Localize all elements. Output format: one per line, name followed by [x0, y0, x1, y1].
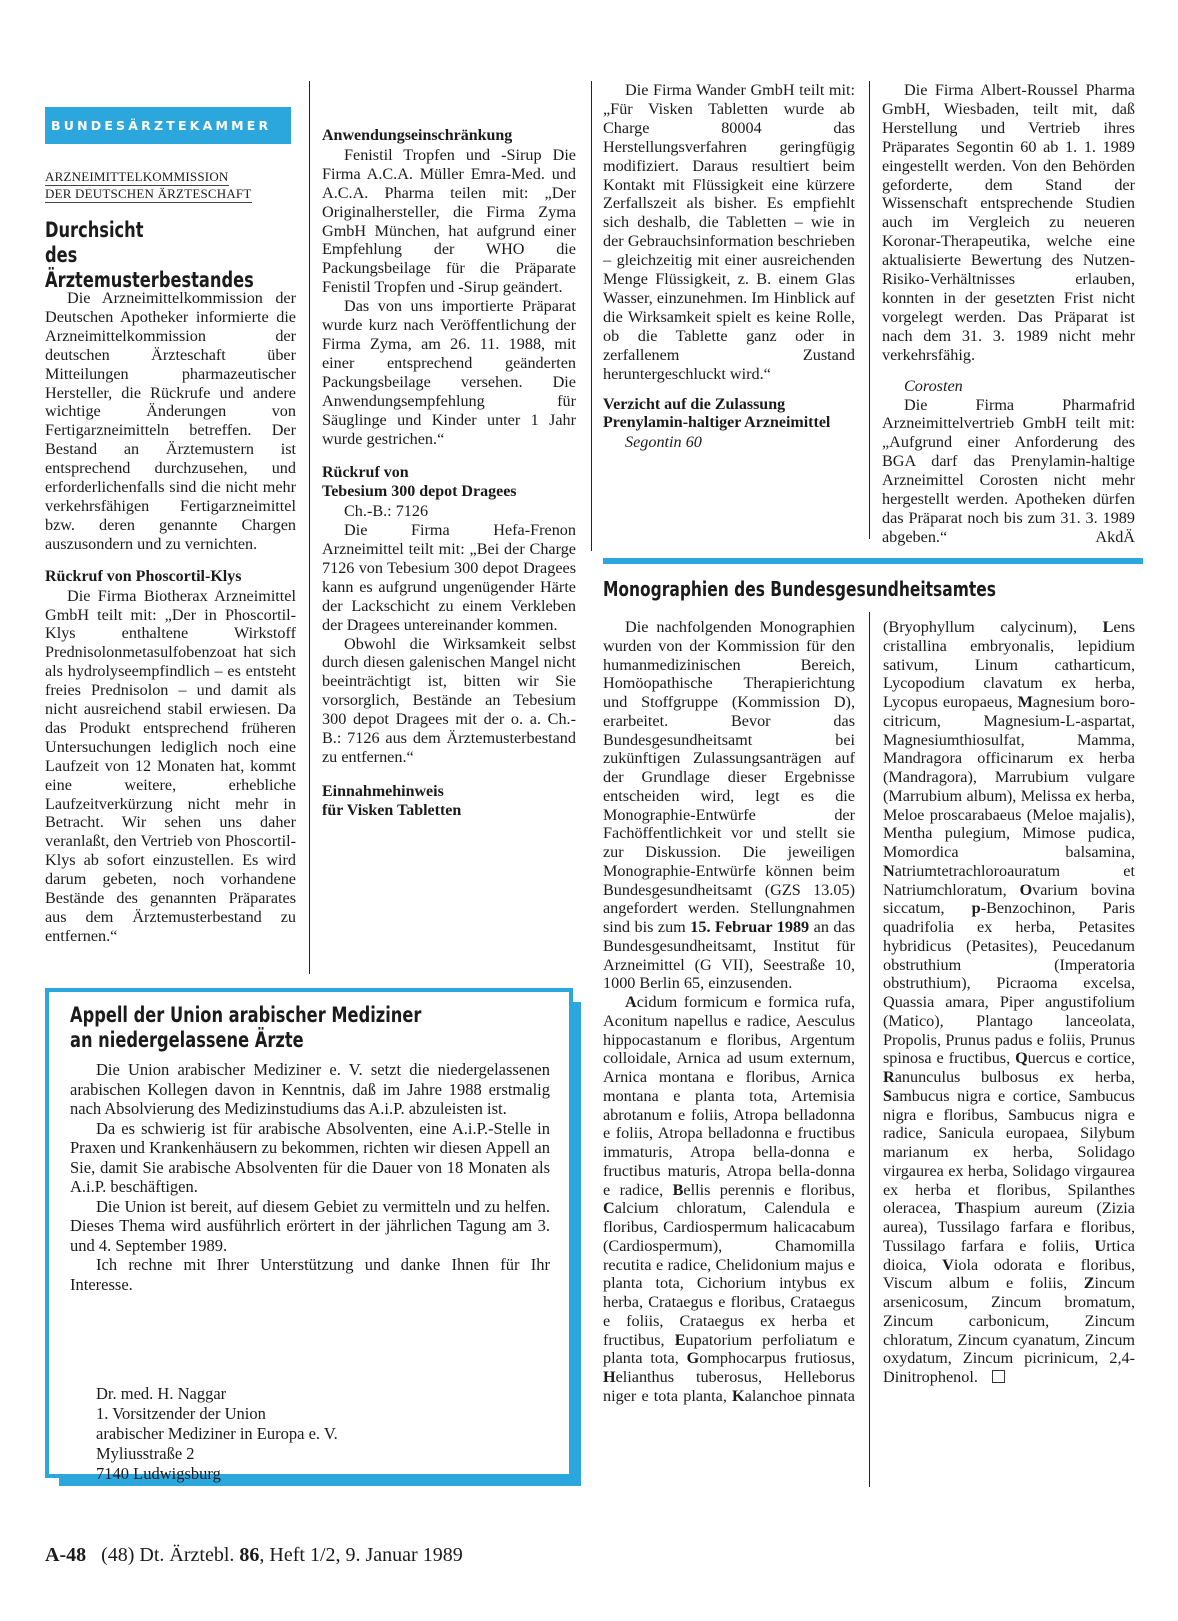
- column-3: [603, 81, 855, 452]
- heading-anwendung: Anwendungseinschränkung: [322, 127, 513, 144]
- commission-line-1: ARZNEIMITTELKOMMISSION: [45, 169, 229, 184]
- monograph-initial: Z: [1083, 1274, 1095, 1293]
- footer-issue: , Heft 1/2, 9. Januar 1989: [259, 1544, 463, 1566]
- appeal-signature: [96, 1384, 338, 1484]
- monograph-rule: [603, 558, 1143, 564]
- heading-tebesium-line-1: Rückruf von: [322, 464, 409, 482]
- monograph-entry-text: omphocarpus frutiosus,: [699, 1349, 856, 1368]
- end-of-article-box: [992, 1370, 1005, 1383]
- intro-paragraph: Die Arzneimittelkommission der Deutschen Apotheker informierte die Arzneimittelkommission der deutschen Ärzteschaft über Mitteilungen pharmazeutischer Hersteller, die Rückrufe und andere wichtige Änderungen von Fertigarzneimitteln betreffen. Der Bestand an Ärztemustern ist entsprechend durchzusehen, und erforderlichenfalls sind die nicht mehr verkehrsfähigen Fertigarzneimittel bzw. deren genannte Chargen auszusondern und zu vernichten.: [45, 289, 296, 553]
- monograph-initial: G: [686, 1349, 700, 1368]
- signature-line-5: 7140 Ludwigsburg: [96, 1464, 221, 1483]
- appeal-shadow-right: [573, 1002, 581, 1486]
- appeal-paragraph-1: Die Union arabischer Mediziner e. V. setzt die niedergelassenen arabischen Kollegen davon in Kenntnis, daß im Jahre 1988 erstmalig nach Absolvierung des Medizinstudiums das A.i.P. abzuleisten ist.: [70, 1060, 550, 1118]
- monograph-entry-text: upatorium perfoliatum e planta tota,: [603, 1330, 855, 1368]
- monograph-entry-text: cidum formicum e formica rufa, Aconitum napellus e radice, Aesculus hippocastanum e floribus, Argentum colloidale, Arnica ad usum externum, Arnica montana e floribus, Arnica montana e planta tota, Artemisia abrotanum e foliis, Atropa belladonna e foliis, Atropa belladonna e fructibus immaturis, Atropa bella-donna e fructibus maturis, Atropa bella-donna e radice,: [603, 993, 855, 1199]
- appeal-paragraph-2: Da es schwierig ist für arabische Absolventen, eine A.i.P.-Stelle in Praxen und Krankenhäusern zu bekommen, richten wir diesen Appell an Sie, damit Sie arabische Absolventen für die Dauer von 18 Monaten als A.i.P. beschäftigen.: [70, 1118, 550, 1196]
- monograph-initial: p: [971, 899, 981, 918]
- monograph-entry-text: -Benzochinon, Paris quadrifolia ex herba, Petasites hybridicus (Petasites), Peucedanum obstruthium (Imperatoria obstruthium), Picraoma excelsa, Quassia amara, Piper angustifolium (Matico), Plantago lanceolata, Propolis, Prunus padus e foliis, Prunus spinosa e fructibus,: [883, 899, 1135, 1068]
- heading-phoscortil: Rückruf von Phoscortil-Klys: [45, 567, 242, 585]
- monograph-initial: L: [1102, 618, 1114, 636]
- section-banner: BUNDESÄRZTEKAMMER: [45, 107, 291, 144]
- monograph-entry-text: atriumtetrachloroauratum et Natriumchloratum,: [883, 861, 1135, 899]
- footer-pagenum: (48) Dt. Ärztebl.: [101, 1544, 235, 1566]
- monograph-text: [603, 618, 1135, 1496]
- monograph-initial: V: [942, 1255, 954, 1274]
- heading-verzicht-line-2: Prenylamin-haltiger Arzneimittel: [603, 414, 831, 432]
- column-1: [45, 289, 296, 949]
- column-2: [322, 127, 576, 821]
- monograph-entry-text: alcium chloratum, Calendula e floribus, Cardiospermum halicacabum (Cardiospermum), Chamomilla recutita e radice, Chelidonium majus e planta tota, Cichorium intybus ex herba, Crataegus e floribus, Crataegus e foliis, Crataegus ex herba et fructibus,: [603, 1199, 855, 1349]
- appeal-body: [70, 1060, 550, 1294]
- monograph-entry-text: rtica dioica,: [883, 1236, 1135, 1274]
- monograph-initial: N: [883, 861, 895, 880]
- monograph-initial: E: [674, 1330, 686, 1349]
- heading-visken: [322, 783, 576, 821]
- heading-visken-line-2: für Visken Tabletten: [322, 801, 462, 819]
- monograph-entry-text: haspium aureum (Zizia aurea), Tussilago farfara e floribus, Tussilago farfara e foliis,: [883, 1199, 1135, 1255]
- heading-tebesium: [322, 464, 576, 502]
- monograph-initial: S: [883, 1086, 893, 1105]
- column-4: [882, 81, 1135, 547]
- monograph-initial: M: [1017, 693, 1033, 711]
- fenistil-paragraph-2: Das von uns importierte Präparat wurde kurz nach Veröffentlichung der Firma Zyma, am 26. 11. 1988, mit einer entsprechend geänderten Packungsbeilage versehen. Die Anwendungsempfehlung für Säuglinge und Kinder unter 1 Jahr wurde gestrichen.“: [322, 297, 576, 448]
- heading-visken-line-1: Einnahmehinweis: [322, 782, 444, 800]
- signature-line-1: Dr. med. H. Naggar: [96, 1384, 227, 1403]
- fenistil-paragraph-1: Fenistil Tropfen und -Sirup Die Firma A.C.A. Müller Emra-Med. und A.C.A. Pharma teilen mit: „Der Originalhersteller, die Firma Zyma GmbH München, hat aufgrund einer Empfehlung der WHO die Packungsbeilage für die Präparate Fenistil Tropfen und -Sirup geändert.: [322, 145, 576, 297]
- appeal-paragraph-3: Die Union ist bereit, auf diesem Gebiet zu vermitteln und zu helfen. Dieses Thema wird ausführlich erörtert in der jährlichen Tagung am 3. und 4. September 1989.: [70, 1196, 550, 1255]
- page-footer: [45, 1543, 463, 1567]
- monograph-entry-text: elianthus tuberosus, Helleborus niger e tota planta,: [603, 1368, 855, 1405]
- monograph-entry-text: ambucus nigra e cortice, Sambucus nigra e floribus, Sambucus nigra e radice, Sanicula europaea, Silybum marianum ex herba, Solidago virgaurea ex herba, Solidago virgaurea ex herba et floribus, Spilanthes oleracea,: [883, 1086, 1135, 1218]
- segontin-label: Segontin 60: [625, 433, 702, 452]
- monograph-entry-text: varium bovina siccatum,: [883, 880, 1135, 918]
- monograph-entry-text: anunculus bulbosus ex herba,: [894, 1068, 1135, 1086]
- monograph-initial: A: [625, 993, 637, 1011]
- monograph-initial: U: [1094, 1236, 1107, 1255]
- phoscortil-paragraph: Die Firma Biotherax Arzneimittel GmbH teilt mit: „Der in Phoscortil-Klys enthaltene Wirkstoff Prednisolonmetasulfobenzoat hat sich als hydrolyseempfindlich – es entsteht freies Prednisolon – und damit als nicht ausreichend stabil erwiesen. Da das Produkt entsprechend früheren Untersuchungen lediglich noch eine Laufzeit von 12 Monaten hat, kommt eine weitere, erhebliche Laufzeitverkürzung nicht mehr in Betracht. Wir sehen uns daher veranlaßt, den Vertrieb von Phoscortil-Klys ab sofort einzustellen. Es wird darum gebeten, noch vorhandene Bestände des genannten Präparates aus dem Ärztemusterbestand zu entfernen.“: [45, 586, 296, 945]
- tebesium-paragraph-2: Obwohl die Wirksamkeit selbst durch diesen galenischen Mangel nicht beeinträchtigt ist, bitten wir Sie vorsorglich, Bestände an Tebesium 300 depot Dragees mit der o. a. Ch.-B.: 7126 aus dem Ärztemusterbestand zu entfernen.“: [322, 634, 576, 766]
- signature-akdae: AkdÄ: [1095, 527, 1135, 546]
- monograph-initial: R: [883, 1068, 895, 1086]
- column-rule-2: [591, 81, 592, 551]
- article-title-line-2: des Ärztemusterbestandes: [45, 243, 254, 292]
- signature-line-4: Myliusstraße 2: [96, 1444, 195, 1463]
- monograph-initial: C: [603, 1199, 615, 1218]
- heading-verzicht: [603, 396, 855, 434]
- signature-line-2: 1. Vorsitzender der Union: [96, 1404, 266, 1423]
- monograph-intro-b: an das Bundesgesundheitsamt, Institut für Arzneimittel (G VII), Seestraße 10, 1000 Berlin 65, einzusenden.: [603, 918, 856, 993]
- appeal-title-line-1: Appell der Union arabischer Mediziner: [70, 1003, 422, 1027]
- tebesium-paragraph-1: Die Firma Hefa-Frenon Arzneimittel teilt mit: „Bei der Charge 7126 von Tebesium 300 depot Dragees kann es aufgrund ungenügender Härte der Lackschicht zu einem Verkleben der Dragees untereinander kommen.: [322, 521, 576, 634]
- appeal-title: [70, 1003, 517, 1053]
- footer-page: A-48: [45, 1544, 87, 1566]
- article-title: [45, 218, 269, 293]
- monograph-entry-text: iola odorata e floribus, Viscum album e foliis,: [883, 1255, 1135, 1293]
- heading-verzicht-line-1: Verzicht auf die Zulassung: [603, 395, 786, 413]
- monograph-entry-text: ellis perennis e floribus,: [683, 1180, 855, 1199]
- monograph-initial: T: [954, 1199, 966, 1218]
- commission-heading: [45, 169, 295, 203]
- signature-line-3: arabischer Mediziner in Europa e. V.: [96, 1424, 338, 1443]
- monograph-initial: K: [732, 1386, 745, 1405]
- column-rule-3: [869, 81, 870, 539]
- monograph-deadline: 15. Februar 1989: [690, 918, 810, 936]
- article-title-line-1: Durchsicht: [45, 218, 144, 242]
- monograph-initial: Q: [1015, 1049, 1028, 1068]
- monograph-initial: B: [672, 1180, 684, 1199]
- monograph-initial: H: [603, 1368, 616, 1386]
- monograph-entry-text: incum arsenicosum, Zincum bromatum, Zincum carbonicum, Zincum chloratum, Zincum cyanatum, Zincum oxydatum, Zincum picrinicum, 2,4-Dinitrophenol.: [883, 1274, 1135, 1386]
- footer-volume: 86: [239, 1544, 260, 1566]
- tebesium-charge: Ch.-B.: 7126: [344, 502, 429, 521]
- monograph-entry-text: uercus e cortice,: [1027, 1049, 1136, 1068]
- monograph-intro: [603, 618, 855, 993]
- monograph-initial: O: [1019, 880, 1033, 899]
- commission-line-2: DER DEUTSCHEN ÄRZTESCHAFT: [45, 186, 252, 201]
- heading-tebesium-line-2: Tebesium 300 depot Dragees: [322, 483, 517, 501]
- monograph-entry-text: agnesium boro-citricum, Magnesium-L-aspartat, Magnesiumthiosulfat, Mamma, Mandragora officinarum ex herba (Mandragora), Marrubium vulgare (Marrubium album), Melissa ex herba, Meloe proscarabaeus (Meloe majalis), Mentha pulegium, Mimose pudica, Momordica balsamina,: [883, 693, 1135, 861]
- corosten-paragraph: Die Firma Pharmafrid Arzneimittelvertrieb GmbH teilt mit: „Aufgrund einer Anforderung des BGA darf das Prenylamin-haltige Arzneimittel Corosten nicht mehr hergestellt werden. Apotheken dürfen das Präparat noch bis zum 31. 3. 1989 abgeben.“: [882, 395, 1135, 546]
- appeal-title-line-2: an niedergelassene Ärzte: [70, 1028, 304, 1052]
- appeal-paragraph-4: Ich rechne mit Ihrer Unterstützung und danke Ihnen für Ihr Interesse.: [70, 1255, 550, 1294]
- visken-paragraph: Die Firma Wander GmbH teilt mit: „Für Visken Tabletten wurde ab Charge 80004 das Herstellungsverfahren geringfügig modifiziert. Daraus resultiert beim Kontakt mit Flüssigkeit eine kürzere Zerfallszeit als bisher. Es empfiehlt sich deshalb, die Tabletten – wie in der Gebrauchsinformation beschrieben – gleichzeitig mit einer ausreichenden Menge Flüssigkeit, z. B. einem Glas Wasser, einzunehmen. Im Hinblick auf die Wirksamkeit spielt es keine Rolle, ob die Tablette ganz oder in zerfallenem Zustand heruntergeschluckt wird.“: [603, 81, 855, 383]
- segontin-paragraph: Die Firma Albert-Roussel Pharma GmbH, Wiesbaden, teilt mit, daß Herstellung und Vertrieb ihres Präparates Segontin 60 ab 1. 1. 1989 eingestellt werden. Von den Behörden geforderte, dem Stand der Wissenschaft entsprechende Studien auch im Vergleich zu neueren Koronar-Therapeutika, welche eine aktualisierte Bewertung des Nutzen-Risiko-Verhältnisses erlauben, konnten in der gesetzten Frist nicht vorgelegt werden. Das Präparat ist nach dem 31. 3. 1989 nicht mehr verkehrsfähig.: [882, 81, 1135, 364]
- monograph-title: Monographien des Bundesgesundheitsamtes: [603, 577, 996, 601]
- corosten-label: Corosten: [904, 376, 963, 395]
- monograph-entry-text: ens cristallina embryonalis, lepidium sativum, Linum catharticum, Lycopodium clavatum ex herba, Lycopus europaeus,: [883, 618, 1135, 711]
- column-rule-1: [309, 81, 310, 974]
- monograph-intro-a: Die nachfolgenden Monographien wurden von der Kommission für den humanmedizinischen Bereich, Homöopathische Therapierichtung und Stoffgruppe (Kommission D), erarbeitet. Bevor das Bundesgesundheitsamt bei zukünftigen Zulassungsanträgen auf der Grundlage dieser Ergebnisse entscheiden wird, legt es die Monographie-Entwürfe der Fachöffentlichkeit vor und stellt sie zur Diskussion. Die jeweiligen Monographie-Entwürfe können beim Bundesgesundheitsamt (GZS 13.05) angefordert werden. Stellungnahmen sind bis zum: [603, 618, 855, 936]
- monograph-entry-text: alanchoe pinnata (Bryophyllum calycinum),: [744, 618, 1103, 1405]
